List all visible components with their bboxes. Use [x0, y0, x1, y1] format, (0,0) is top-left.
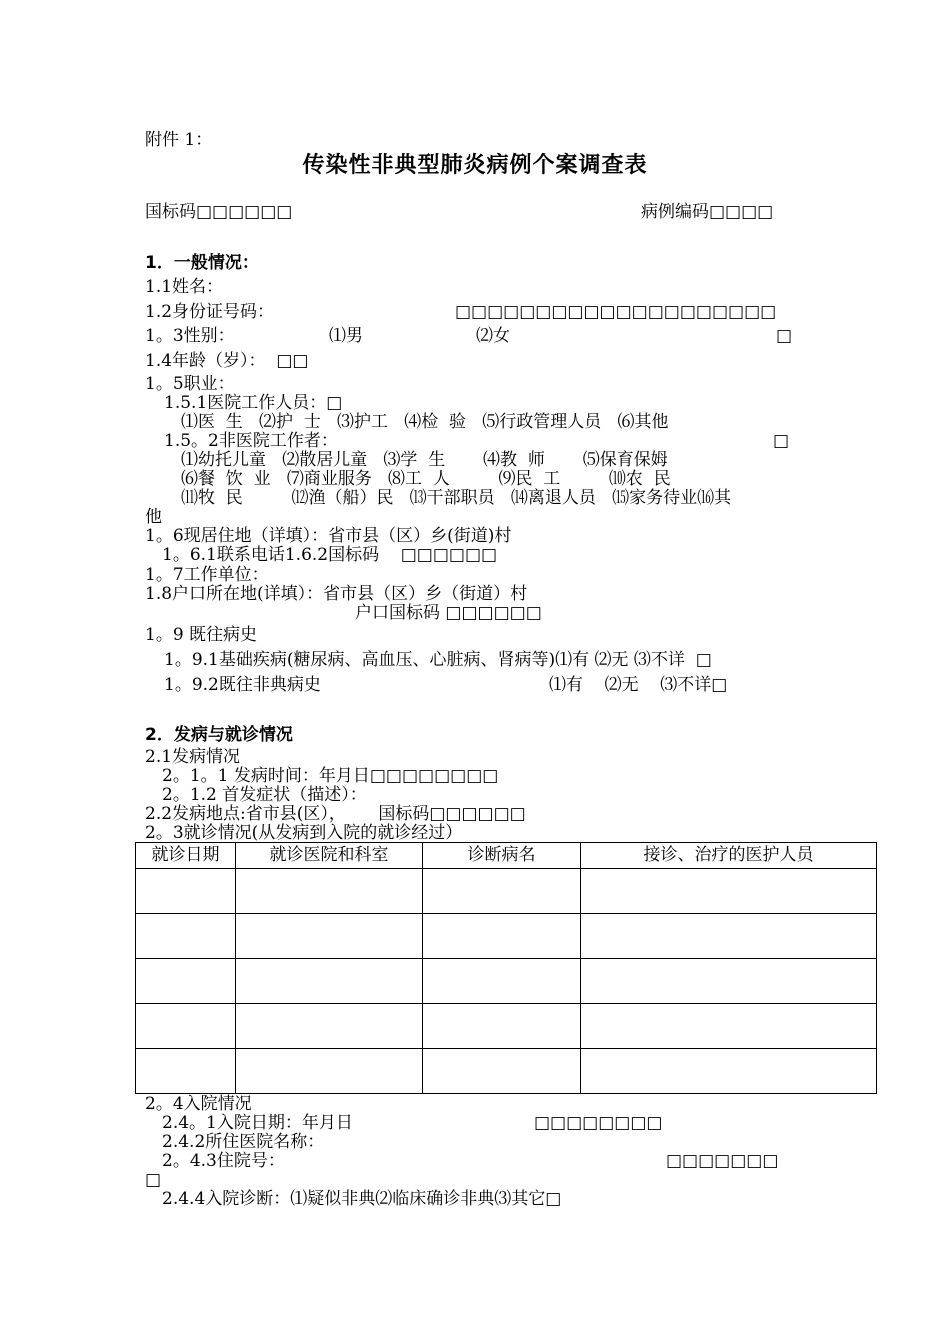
non-medical-options-3-cont: 他 [145, 507, 162, 527]
non-medical-label: 1.5。2非医院工作者： [164, 431, 338, 451]
medical-staff-options: ⑴医 生 ⑵护 士 ⑶护工 ⑷检 验 ⑸行政管理人员 ⑹其他 [181, 412, 669, 432]
document-title: 传染性非典型肺炎病例个案调查表 [302, 153, 648, 178]
inpatient-number-label: 2。4.3住院号： [162, 1151, 285, 1171]
table-row [136, 1004, 877, 1049]
table-cell[interactable] [423, 959, 581, 1004]
table-cell[interactable] [581, 914, 877, 959]
table-cell[interactable] [236, 914, 423, 959]
occupation-label: 1。5职业： [145, 374, 235, 394]
table-cell[interactable] [136, 1004, 236, 1049]
table-row [136, 914, 877, 959]
non-medical-options-2: ⑹餐 饮 业 ⑺商业服务 ⑻工 人 ⑼民 工 ⑽农 民 [181, 469, 671, 489]
table-cell[interactable] [236, 959, 423, 1004]
history-sars-options: ⑴有 ⑵无 ⑶不详□ [549, 675, 728, 695]
history-label: 1。9 既往病史 [145, 625, 258, 645]
hospital-name: 2.4.2所住医院名称： [162, 1132, 325, 1152]
sex-female: ⑵女 [476, 326, 510, 346]
table-cell[interactable] [423, 869, 581, 914]
sex-male: ⑴男 [329, 326, 363, 346]
table-cell[interactable] [236, 1049, 423, 1094]
inpatient-number-box-wrap: □ [145, 1170, 162, 1190]
attachment-label: 附件 1： [145, 130, 213, 150]
non-medical-options-3: ⑾牧 民 ⑿渔（船）民 ⒀干部职员 ⒁离退人员 ⒂家务待业⒃其 [181, 488, 732, 508]
table-cell[interactable] [581, 869, 877, 914]
table-cell[interactable] [136, 959, 236, 1004]
history-basic: 1。9.1基础疾病(糖尿病、高血压、心脏病、肾病等)⑴有 ⑵无 ⑶不详 □ [164, 650, 712, 670]
residence-field: 1。6现居住地（详填）：省市县（区）乡(街道)村 [145, 526, 512, 546]
guobiao-code: 国标码□□□□□□ [145, 202, 293, 222]
medical-staff-label: 1.5.1医院工作人员：□ [164, 393, 343, 413]
table-cell[interactable] [136, 1049, 236, 1094]
id-boxes: □□□□□□□□□□□□□□□□□□□□ [455, 302, 777, 322]
inpatient-number-boxes: □□□□□□□ [666, 1151, 779, 1171]
visits-label: 2。3就诊情况(从发病到入院的就诊经过） [145, 823, 463, 843]
age-field: 1.4年龄（岁）： □□ [145, 351, 309, 371]
section1-heading: 1．一般情况： [145, 253, 259, 273]
onset-place: 2.2发病地点:省市县(区）， 国标码□□□□□□ [145, 804, 526, 824]
onset-time: 2。1。1 发病时间：年月日□□□□□□□□ [162, 766, 499, 786]
section2-heading: 2．发病与就诊情况 [145, 725, 293, 745]
onset-label: 2.1发病情况 [145, 747, 241, 767]
visit-table [135, 842, 877, 1094]
table-row [136, 869, 877, 914]
hukou-field: 1.8户口所在地(详填）：省市县（区）乡（街道）村 [145, 584, 528, 604]
admission-diagnosis: 2.4.4入院诊断：⑴疑似非典⑵临床确诊非典⑶其它□ [162, 1189, 562, 1209]
col-medical-staff: 接诊、治疗的医护人员 [581, 843, 877, 869]
non-medical-box: □ [773, 431, 790, 451]
col-diagnosis: 诊断病名 [423, 843, 581, 869]
sex-label: 1。3性别： [145, 326, 235, 346]
table-cell[interactable] [423, 914, 581, 959]
history-sars-label: 1。9.2既往非典病史 [164, 675, 321, 695]
id-label: 1.2身份证号码： [145, 302, 275, 322]
table-cell[interactable] [581, 1004, 877, 1049]
first-symptom: 2。1.2 首发症状（描述）： [162, 785, 367, 805]
table-cell[interactable] [581, 1049, 877, 1094]
table-cell[interactable] [236, 1004, 423, 1049]
admission-date-boxes: □□□□□□□□ [534, 1113, 663, 1133]
table-row [136, 959, 877, 1004]
table-row [136, 1049, 877, 1094]
table-header-row [136, 843, 877, 869]
col-visit-date: 就诊日期 [136, 843, 236, 869]
table-cell[interactable] [136, 869, 236, 914]
phone-field: 1。6.1联系电话1.6.2国标码 □□□□□□ [162, 545, 498, 565]
table-cell[interactable] [236, 869, 423, 914]
sex-box: □ [776, 326, 793, 346]
name-field: 1.1姓名： [145, 277, 224, 297]
hukou-code: 户口国标码 □□□□□□ [355, 603, 542, 623]
workplace-field: 1。7工作单位： [145, 565, 269, 585]
table-cell[interactable] [136, 914, 236, 959]
table-cell[interactable] [581, 959, 877, 1004]
col-hospital-dept: 就诊医院和科室 [236, 843, 423, 869]
admission-date-label: 2.4。1入院日期：年月日 [162, 1113, 353, 1133]
non-medical-options-1: ⑴幼托儿童 ⑵散居儿童 ⑶学 生 ⑷教 师 ⑸保育保姆 [181, 450, 668, 470]
table-cell[interactable] [423, 1049, 581, 1094]
table-cell[interactable] [423, 1004, 581, 1049]
admission-label: 2。4入院情况 [145, 1094, 252, 1114]
case-code: 病例编码□□□□ [641, 202, 774, 222]
